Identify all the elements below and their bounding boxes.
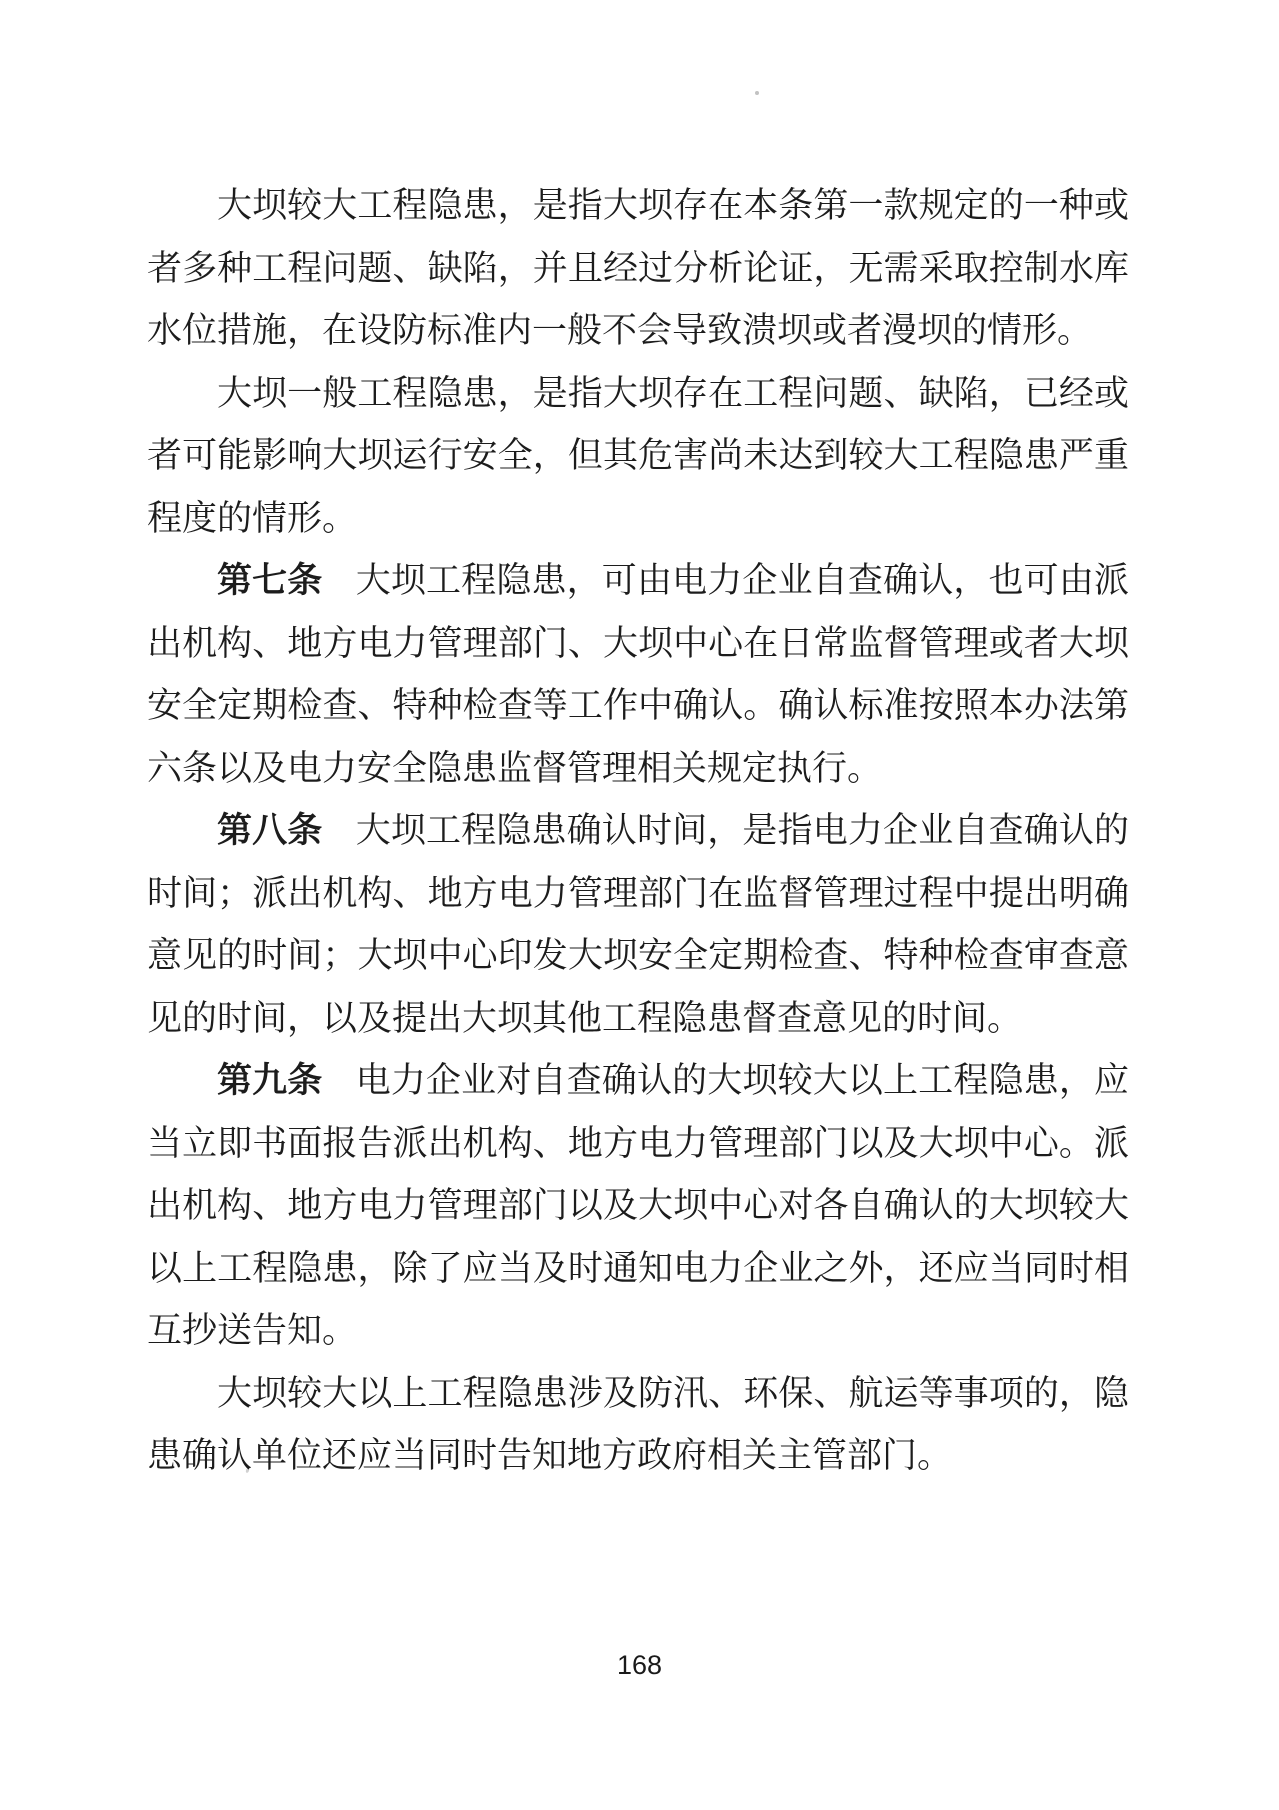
- paragraph-text: 大坝较大以上工程隐患涉及防汛、环保、航运等事项的，隐患确认单位还应当同时告知地方政府相关主管部门。: [147, 1373, 1129, 1475]
- paragraph-text: 大坝一般工程隐患，是指大坝存在工程问题、缺陷，已经或者可能影响大坝运行安全，但其危害尚未达到较大工程隐患严重程度的情形。: [147, 373, 1129, 538]
- paragraph-text: 电力企业对自查确认的大坝较大以上工程隐患，应当立即书面报告派出机构、地方电力管理部门以及大坝中心。派出机构、地方电力管理部门以及大坝中心对各自确认的大坝较大以上工程隐患，除了应当及时通知电力企业之外，还应当同时相互抄送告知。: [147, 1061, 1129, 1350]
- paragraph-text: 大坝工程隐患确认时间，是指电力企业自查确认的时间；派出机构、地方电力管理部门在监督管理过程中提出明确意见的时间；大坝中心印发大坝安全定期检查、特种检查审查意见的时间，以及提出大坝其他工程隐患督查意见的时间。: [147, 811, 1129, 1038]
- paragraph: [147, 550, 1129, 800]
- paragraph: [147, 175, 1129, 363]
- article-number: 第七条: [217, 561, 323, 600]
- paragraph: [147, 1363, 1129, 1488]
- paragraph: [147, 363, 1129, 551]
- article-number: 第九条: [217, 1061, 323, 1100]
- paragraph-text: 大坝工程隐患，可由电力企业自查确认，也可由派出机构、地方电力管理部门、大坝中心在日常监督管理或者大坝安全定期检查、特种检查等工作中确认。确认标准按照本办法第六条以及电力安全隐患监督管理相关规定执行。: [147, 561, 1129, 788]
- article-number: 第八条: [217, 811, 323, 850]
- paragraph: [147, 800, 1129, 1050]
- scan-artifact: [755, 91, 759, 95]
- page-number: 168: [616, 1650, 663, 1680]
- paragraph-text: 大坝较大工程隐患，是指大坝存在本条第一款规定的一种或者多种工程问题、缺陷，并且经过分析论证，无需采取控制水库水位措施，在设防标准内一般不会导致溃坝或者漫坝的情形。: [147, 186, 1129, 350]
- document-body: [147, 175, 1129, 1488]
- paragraph: [147, 1050, 1129, 1363]
